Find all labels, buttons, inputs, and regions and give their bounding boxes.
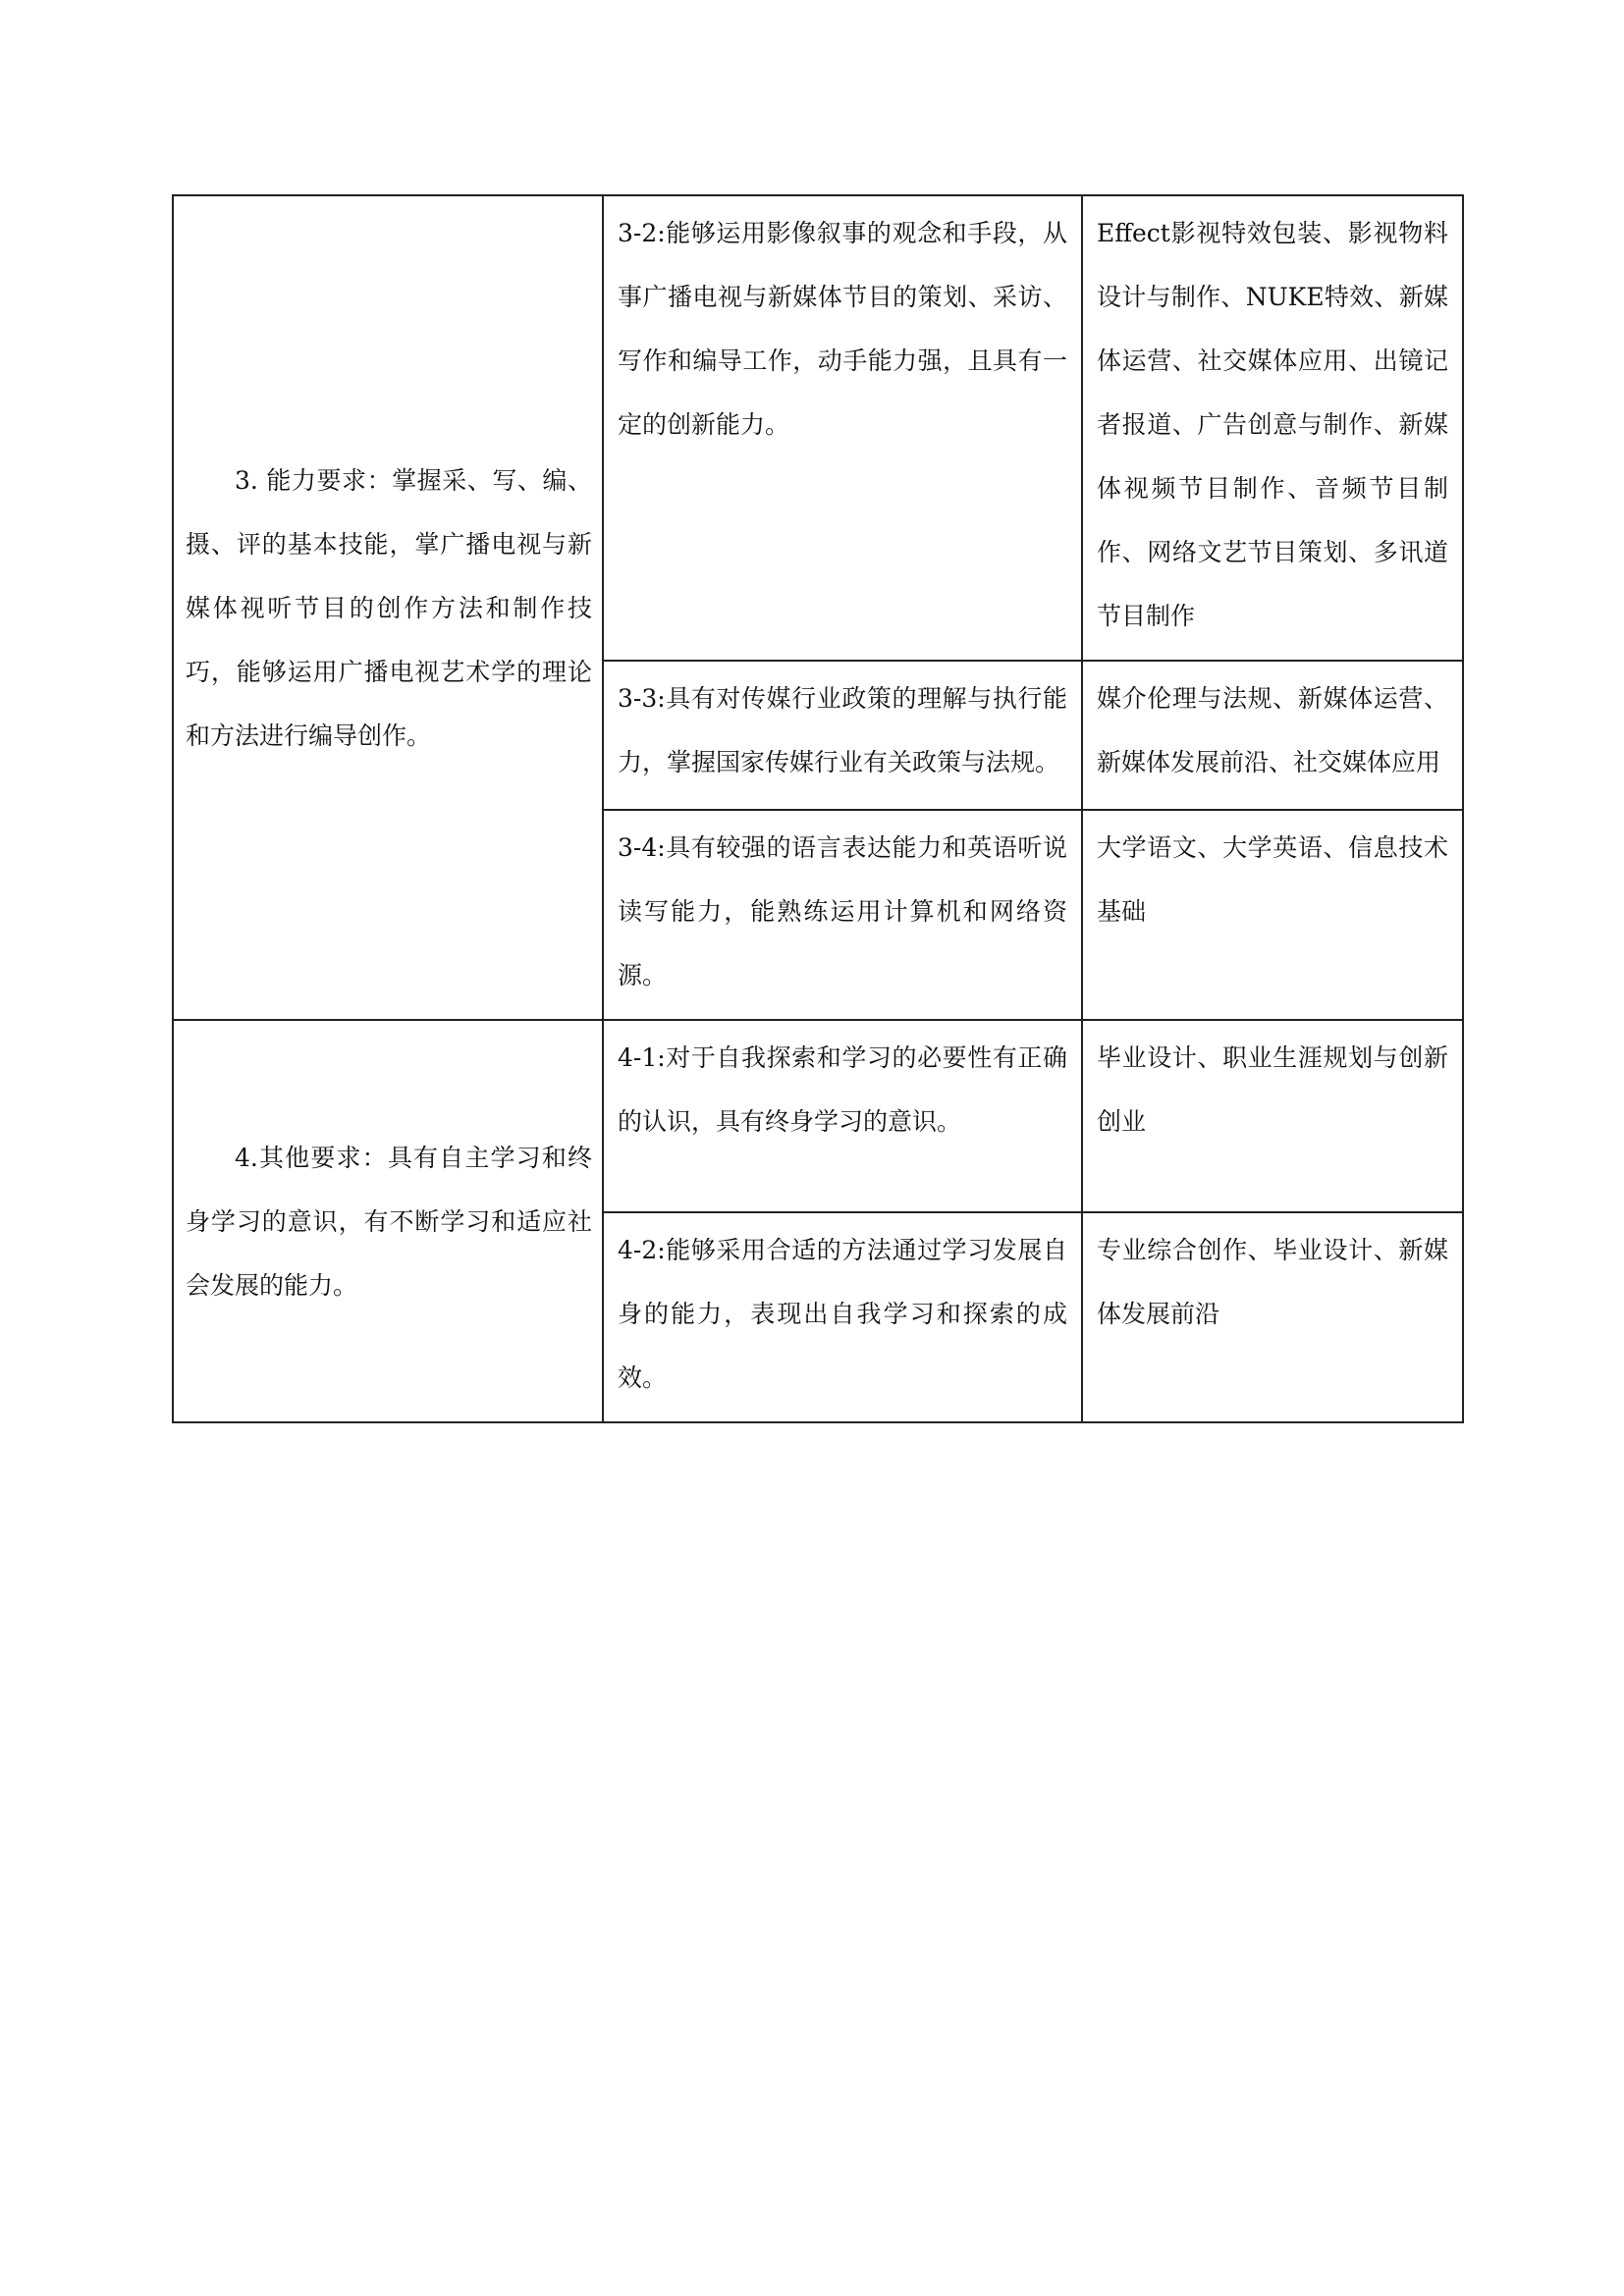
- indicator-cell-3-4: 3-4:具有较强的语言表达能力和英语听说读写能力，能熟练运用计算机和网络资源。: [603, 810, 1082, 1020]
- table-row: [173, 195, 1463, 661]
- indicator-cell-3-2: 3-2:能够运用影像叙事的观念和手段，从事广播电视与新媒体节目的策划、采访、写作和编导工作，动手能力强，且具有一定的创新能力。: [603, 195, 1082, 661]
- indicator-cell-4-2: 4-2:能够采用合适的方法通过学习发展自身的能力，表现出自我学习和探索的成效。: [603, 1212, 1082, 1422]
- courses-cell-3-2: Effect影视特效包装、影视物料设计与制作、NUKE特效、新媒体运营、社交媒体应用、出镜记者报道、广告创意与制作、新媒体视频节目制作、音频节目制作、网络文艺节目策划、多讯道节目制作: [1082, 195, 1463, 661]
- requirement-cell-4: 4.其他要求：具有自主学习和终身学习的意识，有不断学习和适应社会发展的能力。: [173, 1020, 603, 1422]
- courses-cell-3-3: 媒介伦理与法规、新媒体运营、新媒体发展前沿、社交媒体应用: [1082, 661, 1463, 810]
- courses-cell-4-1: 毕业设计、职业生涯规划与创新创业: [1082, 1020, 1463, 1212]
- indicator-cell-3-3: 3-3:具有对传媒行业政策的理解与执行能力，掌握国家传媒行业有关政策与法规。: [603, 661, 1082, 810]
- requirements-table: [172, 194, 1464, 1423]
- requirement-cell-3: 3. 能力要求：掌握采、写、编、摄、评的基本技能，掌广播电视与新媒体视听节目的创作方法和制作技巧，能够运用广播电视艺术学的理论和方法进行编导创作。: [173, 195, 603, 1020]
- indicator-cell-4-1: 4-1:对于自我探索和学习的必要性有正确的认识，具有终身学习的意识。: [603, 1020, 1082, 1212]
- courses-cell-3-4: 大学语文、大学英语、信息技术基础: [1082, 810, 1463, 1020]
- courses-cell-4-2: 专业综合创作、毕业设计、新媒体发展前沿: [1082, 1212, 1463, 1422]
- table-row: [173, 1020, 1463, 1212]
